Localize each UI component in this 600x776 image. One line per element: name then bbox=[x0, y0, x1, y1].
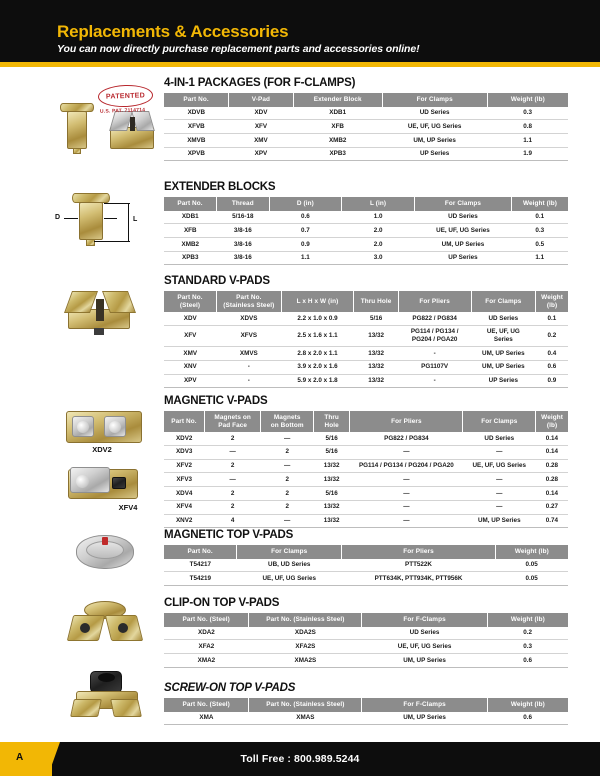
table-cell: PG822 / PG834 bbox=[350, 432, 463, 445]
table-cell: 0.4 bbox=[536, 347, 568, 361]
column-header: L x H x W (in) bbox=[281, 291, 354, 312]
table-cell: 0.14 bbox=[536, 432, 568, 445]
table-cell: 0.6 bbox=[487, 654, 568, 668]
table-cell: XPV bbox=[229, 147, 294, 161]
table-cell: 13/32 bbox=[313, 514, 349, 528]
table-cell: XPVB bbox=[164, 147, 229, 161]
table-cell: UE, UF, UG Series bbox=[362, 640, 487, 654]
column-header: For Clamps bbox=[414, 197, 511, 211]
table-cell: UD Series bbox=[362, 627, 487, 640]
table-cell: — bbox=[350, 500, 463, 514]
column-header: Part No. (Stainless Steel) bbox=[249, 613, 362, 627]
spec-table bbox=[164, 291, 568, 388]
table-header-row bbox=[164, 411, 568, 432]
table-cell: 0.14 bbox=[536, 487, 568, 501]
table-cell: 0.28 bbox=[536, 459, 568, 473]
dimension-d-line-right bbox=[104, 218, 117, 219]
table-cell: 0.6 bbox=[536, 360, 568, 374]
table-cell: — bbox=[261, 432, 314, 445]
table-cell: 5/16 bbox=[313, 445, 349, 459]
table-row bbox=[164, 459, 568, 473]
table-cell: 2.0 bbox=[342, 224, 415, 238]
table-cell: 13/32 bbox=[313, 473, 349, 487]
table-cell: UP Series bbox=[414, 251, 511, 265]
table-row bbox=[164, 473, 568, 487]
table-row bbox=[164, 712, 568, 725]
column-header: Weight (lb) bbox=[536, 411, 568, 432]
table-cell: UE, UF, UG Series bbox=[414, 224, 511, 238]
table-cell: — bbox=[204, 473, 261, 487]
table-cell: XFB bbox=[164, 224, 217, 238]
table-row bbox=[164, 120, 568, 134]
table-cell: 0.3 bbox=[487, 640, 568, 654]
table-cell: UM, UP Series bbox=[362, 654, 487, 668]
table-row bbox=[164, 134, 568, 148]
spec-table bbox=[164, 197, 568, 265]
table-cell: 4 bbox=[204, 514, 261, 528]
table-cell: 13/32 bbox=[354, 347, 398, 361]
table-cell: UE, UF, UG Series bbox=[382, 120, 487, 134]
column-header: D (in) bbox=[269, 197, 342, 211]
table-cell: XMA bbox=[164, 712, 249, 725]
table-row bbox=[164, 500, 568, 514]
dimension-l-top-tick bbox=[104, 203, 130, 204]
table-cell: 13/32 bbox=[313, 459, 349, 473]
product-image-clip-on-top-vpad bbox=[62, 597, 158, 655]
table-cell: XDVB bbox=[164, 107, 229, 120]
table-cell: XFVS bbox=[217, 325, 282, 346]
column-header: For Clamps bbox=[237, 545, 342, 559]
column-header: For Clamps bbox=[471, 291, 536, 312]
product-image-4in1 bbox=[48, 81, 158, 161]
column-header: Part No. (Steel) bbox=[164, 698, 249, 712]
table-cell: XMAS bbox=[249, 712, 362, 725]
product-image-standard-vpad bbox=[60, 279, 156, 341]
column-header: Part No. bbox=[164, 411, 204, 432]
table-cell: XPV bbox=[164, 374, 217, 388]
spec-table bbox=[164, 545, 568, 586]
table-cell: 2 bbox=[261, 487, 314, 501]
table-cell: 0.3 bbox=[487, 107, 568, 120]
table-cell: PTT634K, PTT934K, PTT956K bbox=[342, 572, 496, 586]
table-cell: 2 bbox=[204, 459, 261, 473]
patented-stamp: PATENTED bbox=[98, 84, 154, 108]
table-cell: — bbox=[463, 473, 536, 487]
table-row bbox=[164, 445, 568, 459]
table-cell: UM, UP Series bbox=[463, 514, 536, 528]
spec-table bbox=[164, 93, 568, 161]
table-cell: XMVB bbox=[164, 134, 229, 148]
table-cell: XDV bbox=[229, 107, 294, 120]
product-image-screw-on-top-vpad bbox=[62, 669, 158, 725]
column-header: Weight (lb) bbox=[536, 291, 568, 312]
table-cell: XDA2 bbox=[164, 627, 249, 640]
table-row bbox=[164, 312, 568, 325]
table-cell: 2.0 bbox=[342, 238, 415, 252]
table-cell: 13/32 bbox=[354, 325, 398, 346]
column-header: L (in) bbox=[342, 197, 415, 211]
column-header: Weight (lb) bbox=[487, 698, 568, 712]
table-header-row bbox=[164, 291, 568, 312]
page-body bbox=[0, 67, 600, 735]
screw-on-right-jaw bbox=[110, 699, 142, 717]
table-cell: XMB2 bbox=[293, 134, 382, 148]
column-header: For Pliers bbox=[342, 545, 496, 559]
table-cell: XFVB bbox=[164, 120, 229, 134]
dimension-l-vertical bbox=[128, 203, 129, 241]
table-row bbox=[164, 224, 568, 238]
table-row bbox=[164, 514, 568, 528]
column-header: For F-Clamps bbox=[362, 698, 487, 712]
spec-table bbox=[164, 411, 568, 528]
column-header: For Pliers bbox=[350, 411, 463, 432]
table-cell: XNV2 bbox=[164, 514, 204, 528]
table-cell: UD Series bbox=[471, 312, 536, 325]
xfv4-magnet-disc bbox=[76, 475, 89, 488]
column-header: For Clamps bbox=[463, 411, 536, 432]
table-cell: - bbox=[398, 347, 471, 361]
table-row bbox=[164, 360, 568, 374]
table-header-row bbox=[164, 197, 568, 211]
footer-spacer bbox=[0, 735, 600, 742]
table-header-row bbox=[164, 613, 568, 627]
extender-block-shaft bbox=[79, 202, 103, 240]
table-cell: 0.7 bbox=[269, 224, 342, 238]
table-cell: 0.2 bbox=[536, 325, 568, 346]
table-cell: XFA2 bbox=[164, 640, 249, 654]
table-cell: 2 bbox=[204, 487, 261, 501]
table-cell: 0.05 bbox=[495, 572, 568, 586]
table-row bbox=[164, 325, 568, 346]
table-cell: XMV bbox=[229, 134, 294, 148]
table-cell: — bbox=[350, 473, 463, 487]
clip-on-right-socket bbox=[118, 623, 128, 633]
table-cell: UE, UF, UG Series bbox=[463, 459, 536, 473]
table-cell: UD Series bbox=[414, 211, 511, 224]
table-cell: XMA2 bbox=[164, 654, 249, 668]
table-cell: PG1107V bbox=[398, 360, 471, 374]
table-row bbox=[164, 572, 568, 586]
table-cell: XDB1 bbox=[293, 107, 382, 120]
dimension-label-l: L bbox=[133, 216, 138, 223]
table-cell: 5/16 bbox=[313, 487, 349, 501]
table-row bbox=[164, 238, 568, 252]
column-header: Part No. (Steel) bbox=[164, 613, 249, 627]
column-header: Thru Hole bbox=[313, 411, 349, 432]
page-subtitle: You can now directly purchase replacement parts and accessories online! bbox=[57, 43, 420, 55]
table-cell: 5/16-18 bbox=[217, 211, 270, 224]
column-header: Weight (lb) bbox=[511, 197, 568, 211]
standard-vpad-stud bbox=[94, 328, 104, 335]
table-cell: — bbox=[350, 445, 463, 459]
table-header-row bbox=[164, 93, 568, 107]
table-cell: T54217 bbox=[164, 559, 237, 572]
table-cell: PG114 / PG134 / PG204 / PGA20 bbox=[398, 325, 471, 346]
table-cell: 5/16 bbox=[313, 432, 349, 445]
table-cell: 13/32 bbox=[313, 500, 349, 514]
column-header: For Clamps bbox=[382, 93, 487, 107]
table-cell: 2 bbox=[261, 445, 314, 459]
section-title: 4-IN-1 PACKAGES (FOR F-CLAMPS) bbox=[164, 77, 356, 89]
table-cell: — bbox=[350, 514, 463, 528]
product-image-extender-block bbox=[52, 185, 160, 253]
table-cell: UM, UP Series bbox=[362, 712, 487, 725]
table-cell: 0.1 bbox=[536, 312, 568, 325]
column-header: Thread bbox=[217, 197, 270, 211]
column-header: Weight (lb) bbox=[495, 545, 568, 559]
table-cell: XMVS bbox=[217, 347, 282, 361]
table-cell: UE, UF, UG Series bbox=[471, 325, 536, 346]
toll-free-number: Toll Free : 800.989.5244 bbox=[240, 753, 360, 765]
table-cell: 2 bbox=[261, 473, 314, 487]
table-row bbox=[164, 374, 568, 388]
column-header: For F-Clamps bbox=[362, 613, 487, 627]
xdv2-magnet-disc-right bbox=[109, 421, 121, 433]
table-cell: XDV2 bbox=[164, 432, 204, 445]
magnetic-top-vpad-red-tab bbox=[102, 537, 108, 545]
extender-bolt-shaft bbox=[67, 111, 87, 149]
table-cell: 3.9 x 2.0 x 1.6 bbox=[281, 360, 354, 374]
table-cell: 1.1 bbox=[487, 134, 568, 148]
section-title: MAGNETIC TOP V-PADS bbox=[164, 529, 294, 541]
table-cell: 0.74 bbox=[536, 514, 568, 528]
column-header: V-Pad bbox=[229, 93, 294, 107]
column-header: Magnets on Pad Face bbox=[204, 411, 261, 432]
table-cell: 3/8-16 bbox=[217, 224, 270, 238]
table-cell: UB, UD Series bbox=[237, 559, 342, 572]
table-row bbox=[164, 559, 568, 572]
table-cell: XDVS bbox=[217, 312, 282, 325]
table-cell: UE, UF, UG Series bbox=[237, 572, 342, 586]
table-cell: — bbox=[261, 514, 314, 528]
standard-vpad-center-slot bbox=[96, 299, 104, 321]
table-row bbox=[164, 487, 568, 501]
table-cell: 2 bbox=[204, 500, 261, 514]
table-cell: 0.27 bbox=[536, 500, 568, 514]
column-header: Part No. bbox=[164, 545, 237, 559]
xfv4-bolt bbox=[112, 477, 126, 489]
table-cell: XPB3 bbox=[164, 251, 217, 265]
table-cell: PG822 / PG834 bbox=[398, 312, 471, 325]
table-cell: 13/32 bbox=[354, 360, 398, 374]
table-cell: XFV4 bbox=[164, 500, 204, 514]
table-row bbox=[164, 640, 568, 654]
table-cell: XPB3 bbox=[293, 147, 382, 161]
table-cell: PTT522K bbox=[342, 559, 496, 572]
column-header: For Pliers bbox=[398, 291, 471, 312]
table-cell: PG114 / PG134 / PG204 / PGA20 bbox=[350, 459, 463, 473]
table-cell: XFB bbox=[293, 120, 382, 134]
column-header: Part No. (Stainless Steel) bbox=[217, 291, 282, 312]
table-cell: 2.8 x 2.0 x 1.1 bbox=[281, 347, 354, 361]
table-cell: 0.1 bbox=[511, 211, 568, 224]
product-image-magnetic-top-vpad bbox=[66, 529, 156, 577]
table-cell: 0.9 bbox=[269, 238, 342, 252]
table-cell: 13/32 bbox=[354, 374, 398, 388]
table-cell: UM, UP Series bbox=[471, 347, 536, 361]
table-row bbox=[164, 347, 568, 361]
table-cell: 0.28 bbox=[536, 473, 568, 487]
table-cell: 0.9 bbox=[536, 374, 568, 388]
table-cell: — bbox=[463, 445, 536, 459]
extender-bolt-tip bbox=[73, 148, 81, 154]
product-label-xfv4: XFV4 bbox=[118, 503, 138, 512]
table-row bbox=[164, 654, 568, 668]
table-row bbox=[164, 432, 568, 445]
table-cell: 3/8-16 bbox=[217, 251, 270, 265]
column-header: Magnets on Bottom bbox=[261, 411, 314, 432]
column-header: Part No. bbox=[164, 197, 217, 211]
section-title: SCREW-ON TOP V-PADS bbox=[164, 682, 296, 694]
table-row bbox=[164, 251, 568, 265]
table-cell: XMA2S bbox=[249, 654, 362, 668]
xdv2-magnet-disc-left bbox=[77, 421, 89, 433]
table-cell: 2.5 x 1.6 x 1.1 bbox=[281, 325, 354, 346]
column-header: Thru Hole bbox=[354, 291, 398, 312]
table-cell: XNV bbox=[164, 360, 217, 374]
dimension-l-bottom-tick bbox=[94, 241, 130, 242]
table-cell: 1.1 bbox=[511, 251, 568, 265]
table-cell: — bbox=[350, 487, 463, 501]
table-cell: 0.3 bbox=[511, 224, 568, 238]
table-cell: 3/8-16 bbox=[217, 238, 270, 252]
table-cell: 5/16 bbox=[354, 312, 398, 325]
table-cell: UM, UP Series bbox=[382, 134, 487, 148]
table-cell: — bbox=[261, 459, 314, 473]
table-header-row bbox=[164, 698, 568, 712]
product-image-xfv4 bbox=[58, 461, 158, 521]
spec-table bbox=[164, 698, 568, 725]
table-cell: XFV2 bbox=[164, 459, 204, 473]
product-image-xdv2 bbox=[58, 403, 158, 461]
table-cell: XDV3 bbox=[164, 445, 204, 459]
table-cell: 1.9 bbox=[487, 147, 568, 161]
table-cell: XFA2S bbox=[249, 640, 362, 654]
table-cell: XMB2 bbox=[164, 238, 217, 252]
table-cell: 0.14 bbox=[536, 445, 568, 459]
table-cell: UP Series bbox=[471, 374, 536, 388]
table-cell: 1.1 bbox=[269, 251, 342, 265]
screw-on-left-jaw bbox=[70, 699, 102, 717]
table-cell: 5.9 x 2.0 x 1.8 bbox=[281, 374, 354, 388]
table-cell: 0.8 bbox=[487, 120, 568, 134]
dimension-d-line bbox=[64, 218, 78, 219]
table-cell: UP Series bbox=[382, 147, 487, 161]
table-cell: — bbox=[463, 487, 536, 501]
table-cell: 0.05 bbox=[495, 559, 568, 572]
column-header: Weight (lb) bbox=[487, 93, 568, 107]
table-cell: UD Series bbox=[463, 432, 536, 445]
table-cell: UD Series bbox=[382, 107, 487, 120]
table-cell: 3.0 bbox=[342, 251, 415, 265]
page-tab-letter: A bbox=[16, 752, 24, 763]
table-cell: 0.6 bbox=[269, 211, 342, 224]
vpad-center-notch bbox=[130, 117, 135, 131]
table-cell: UM, UP Series bbox=[471, 360, 536, 374]
page-title: Replacements & Accessories bbox=[57, 22, 289, 41]
product-label-xdv2: XDV2 bbox=[92, 445, 112, 454]
table-cell: - bbox=[398, 374, 471, 388]
table-cell: XFV bbox=[164, 325, 217, 346]
table-cell: 0.2 bbox=[487, 627, 568, 640]
table-row bbox=[164, 627, 568, 640]
dimension-label-d: D bbox=[55, 214, 61, 221]
table-row bbox=[164, 107, 568, 120]
table-cell: UM, UP Series bbox=[414, 238, 511, 252]
column-header: Part No. (Steel) bbox=[164, 291, 217, 312]
table-cell: - bbox=[217, 360, 282, 374]
table-row bbox=[164, 147, 568, 161]
table-cell: XFV bbox=[229, 120, 294, 134]
column-header: Weight (lb) bbox=[487, 613, 568, 627]
table-cell: XDA2S bbox=[249, 627, 362, 640]
section-title: EXTENDER BLOCKS bbox=[164, 181, 276, 193]
table-cell: 2 bbox=[261, 500, 314, 514]
table-cell: XDV4 bbox=[164, 487, 204, 501]
table-header-row bbox=[164, 545, 568, 559]
table-cell: — bbox=[204, 445, 261, 459]
clip-on-left-socket bbox=[80, 623, 90, 633]
table-cell: 2 bbox=[204, 432, 261, 445]
table-cell: XDB1 bbox=[164, 211, 217, 224]
column-header: Extender Block bbox=[293, 93, 382, 107]
table-row bbox=[164, 211, 568, 224]
column-header: Part No. (Stainless Steel) bbox=[249, 698, 362, 712]
column-header: Part No. bbox=[164, 93, 229, 107]
table-cell: T54219 bbox=[164, 572, 237, 586]
screw-on-top-bore bbox=[98, 673, 115, 682]
patent-number: U.S. PAT. 7114714 bbox=[99, 107, 146, 115]
table-cell: 2.2 x 1.0 x 0.9 bbox=[281, 312, 354, 325]
spec-table bbox=[164, 613, 568, 668]
table-cell: 0.6 bbox=[487, 712, 568, 725]
table-cell: 1.0 bbox=[342, 211, 415, 224]
table-cell: XMV bbox=[164, 347, 217, 361]
table-cell: — bbox=[463, 500, 536, 514]
section-title: MAGNETIC V-PADS bbox=[164, 395, 268, 407]
table-cell: XDV bbox=[164, 312, 217, 325]
section-title: STANDARD V-PADS bbox=[164, 275, 270, 287]
section-title: CLIP-ON TOP V-PADS bbox=[164, 597, 280, 609]
table-cell: - bbox=[217, 374, 282, 388]
table-cell: XFV3 bbox=[164, 473, 204, 487]
table-cell: 0.5 bbox=[511, 238, 568, 252]
